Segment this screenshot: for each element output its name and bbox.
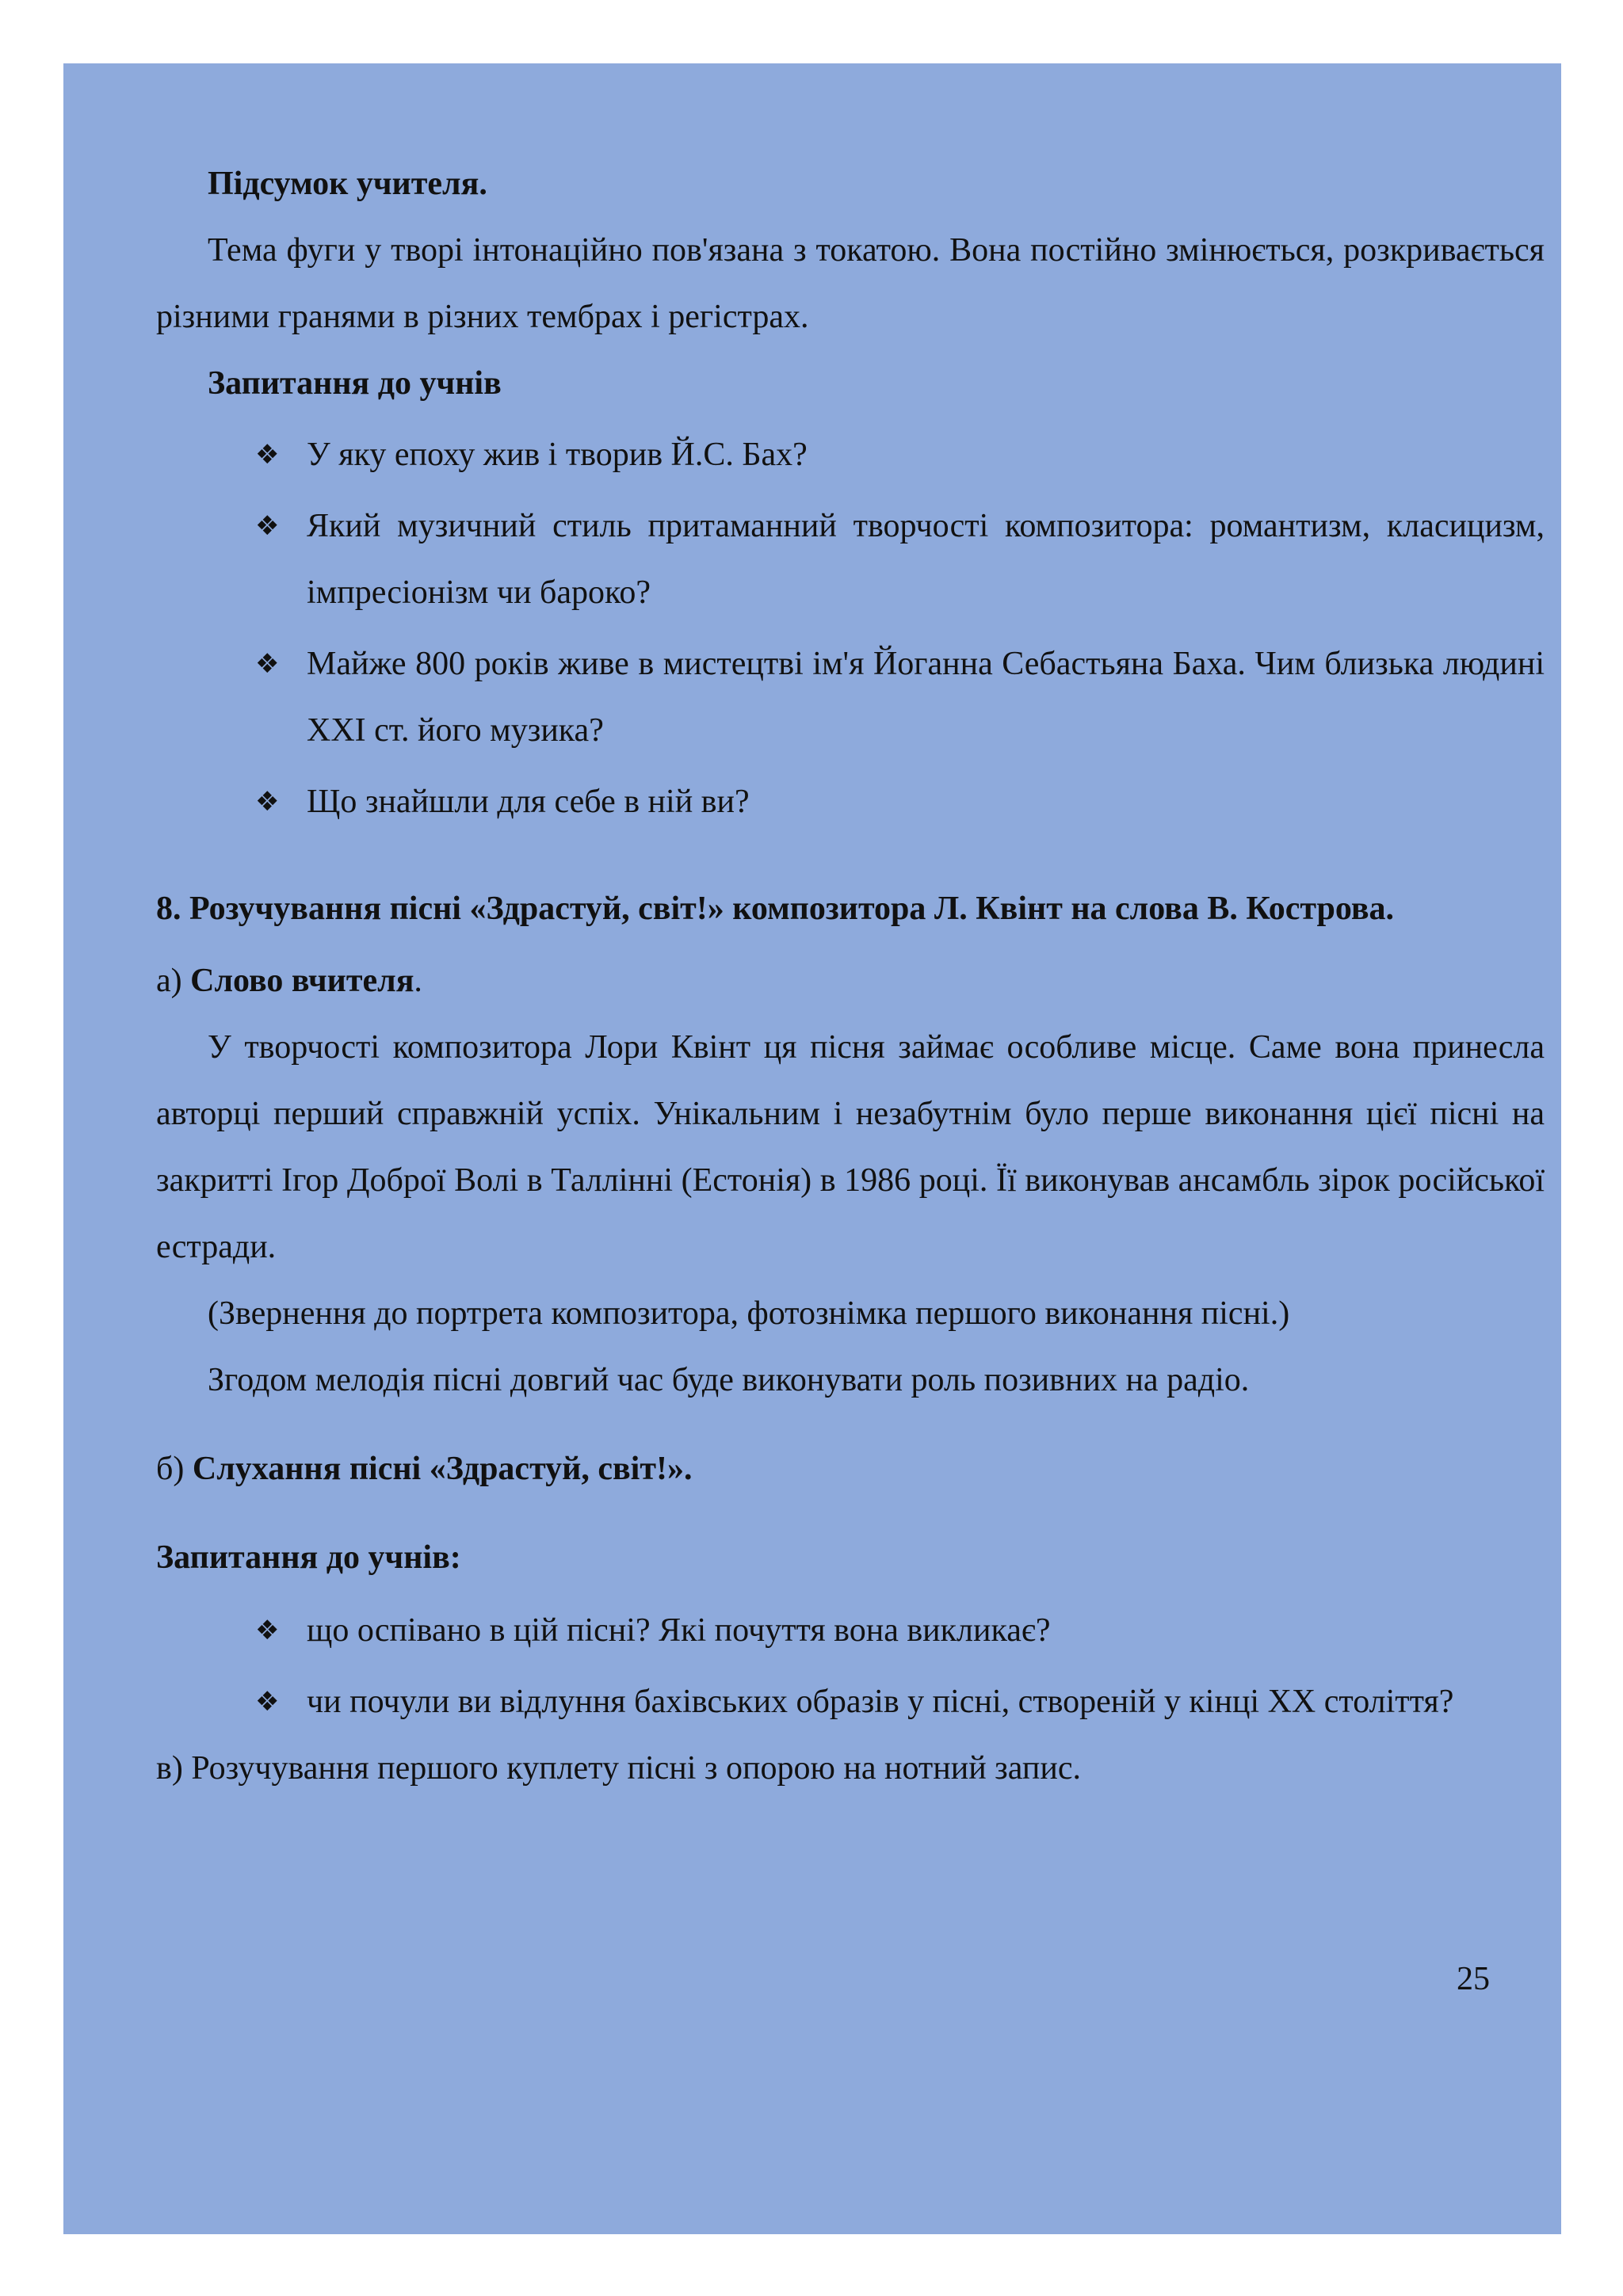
- bullet-diamond-icon: ❖: [255, 786, 280, 818]
- list-item: [156, 1669, 1545, 1735]
- section-8-b-label: Слухання пісні «Здрастуй, світ!».: [192, 1451, 693, 1487]
- questions-heading: Запитання до учнів: [208, 365, 502, 402]
- list-item: [156, 631, 1545, 764]
- bullet-diamond-icon: ❖: [255, 510, 280, 542]
- list-item: [156, 421, 1545, 488]
- section-8-title: 8. Розучування пісні «Здрастуй, світ!» композитора Л. Квінт на слова В. Кострова.: [156, 891, 1395, 927]
- bullet-diamond-icon: ❖: [255, 648, 280, 680]
- bullet-diamond-icon: ❖: [255, 439, 280, 471]
- bullet-diamond-icon: ❖: [255, 1686, 280, 1718]
- document-body: [156, 151, 1545, 1802]
- questions-heading-2: Запитання до учнів:: [156, 1539, 461, 1576]
- list-item: [156, 769, 1545, 835]
- question-text: Майже 800 років живе в мистецтві ім'я Йоганна Себастьяна Баха. Чим близька людині ХХІ ст. його музика?: [307, 646, 1545, 749]
- section-8-paragraph-3: Згодом мелодія пісні довгий час буде виконувати роль позивних на радіо.: [208, 1362, 1250, 1398]
- questions-list: [156, 421, 1545, 835]
- section-8-b-line: [156, 1436, 1545, 1502]
- question-text: що оспівано в цій пісні? Які почуття вона викликає?: [307, 1612, 1051, 1649]
- question-text: чи почули ви відлуння бахівських образів у пісні, створеній у кінці ХХ століття?: [307, 1684, 1454, 1720]
- bullet-diamond-icon: ❖: [255, 1615, 280, 1646]
- list-item: [156, 493, 1545, 626]
- section-8-a-line: [156, 948, 1545, 1014]
- section-8-b-prefix: б): [156, 1451, 185, 1487]
- section-8-a-suffix: .: [414, 963, 422, 999]
- teacher-summary-paragraph: Тема фуги у творі інтонаційно пов'язана з токатою. Вона постійно змінюється, розкривається різними гранями в різних тембрах і регістрах.: [156, 232, 1545, 335]
- section-8-paragraph-2: (Звернення до портрета композитора, фотознімка першого виконання пісні.): [208, 1295, 1290, 1332]
- section-8-a-label: Слово вчителя: [190, 963, 414, 999]
- question-text: У яку епоху жив і творив Й.С. Бах?: [307, 437, 808, 473]
- question-text: Що знайшли для себе в ній ви?: [307, 784, 750, 820]
- teacher-summary-heading: Підсумок учителя.: [208, 166, 487, 202]
- questions-list-2: [156, 1597, 1545, 1735]
- section-8-c-line: в) Розучування першого куплету пісні з опорою на нотний запис.: [156, 1750, 1081, 1787]
- section-8-a-prefix: а): [156, 963, 182, 999]
- list-item: [156, 1597, 1545, 1664]
- section-8-paragraph-1: У творчості композитора Лори Квінт ця пісня займає особливе місце. Саме вона принесла авторці перший справжній успіх. Унікальним і незабутнім було перше виконання цієї пісні на закритті Ігор Доброї Волі в Таллінні (Естонія) в 1986 році. Її виконував ансамбль зірок російської естради.: [156, 1029, 1545, 1265]
- question-text: Який музичний стиль притаманний творчості композитора: романтизм, класицизм, імпресіонізм чи бароко?: [307, 508, 1545, 611]
- page-number: 25: [1457, 1961, 1490, 1997]
